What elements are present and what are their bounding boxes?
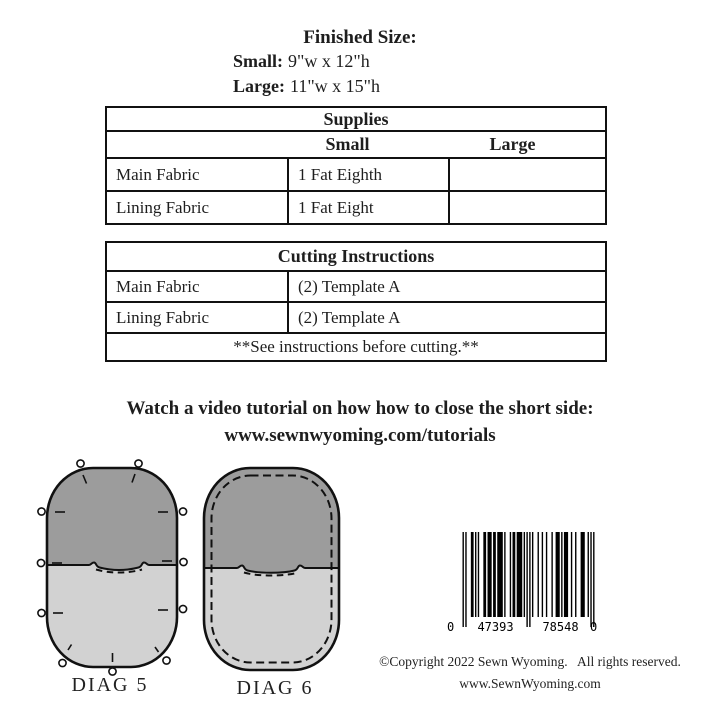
supplies-small-cell: 1 Fat Eight [287,192,448,223]
supplies-small-cell: 1 Fat Eighth [287,159,448,190]
finished-size-title: Finished Size: [303,27,417,48]
tutorial-text: Watch a video tutorial on how how to close the short side: [126,398,594,419]
table-row [107,157,605,190]
small-size-label: Small: [233,51,284,71]
barcode-number-system: 0 [447,620,455,634]
cutting-value-cell: (2) Template A [287,272,605,301]
supplies-header-small: Small [325,134,370,154]
cutting-note: **See instructions before cutting.** [233,337,479,356]
supplies-header-large: Large [489,134,536,154]
finished-size-large [233,76,380,97]
tutorial-url: www.sewnwyoming.com/tutorials [224,425,496,446]
supplies-item-cell: Main Fabric [116,164,200,184]
barcode-left-digits: 47393 [477,620,514,634]
supplies-item-cell: Lining Fabric [116,197,210,217]
barcode-bars [462,532,595,627]
barcode-right-digits: 78548 [542,620,579,634]
diagram-5-label: DIAG 5 [71,674,149,696]
small-size-value: 9"w x 12"h [288,51,370,71]
cutting-value-cell: (2) Template A [287,303,605,332]
cutting-item-cell: Lining Fabric [116,307,210,327]
table-row [107,301,605,332]
finished-size-small [233,51,370,72]
large-size-label: Large: [233,76,285,96]
supplies-table-header-row [107,130,605,157]
diagram-6-label: DIAG 6 [236,677,314,699]
table-row [107,190,605,223]
cutting-instructions-table [105,241,607,362]
cutting-item-cell: Main Fabric [116,276,200,296]
diagram-5-pinned-pouch [25,452,195,677]
diagram-6-stitched-pouch [195,452,355,677]
tutorial-notice [10,395,710,449]
supplies-large-cell [448,192,605,223]
supplies-table-title: Supplies [323,108,389,129]
table-row [107,270,605,301]
barcode-check-digit: 0 [590,620,598,634]
website-line: www.SewnWyoming.com [459,676,601,691]
large-size-value: 11"w x 15"h [289,76,381,96]
cutting-table-title: Cutting Instructions [277,246,435,266]
copyright-line: ©Copyright 2022 Sewn Wyoming. All rights reserved. [379,654,681,669]
cutting-note-row [107,332,605,360]
supplies-large-cell [448,159,605,190]
supplies-table [105,106,607,225]
supplies-table-title-row [107,108,605,130]
cutting-table-title-row [107,243,605,270]
